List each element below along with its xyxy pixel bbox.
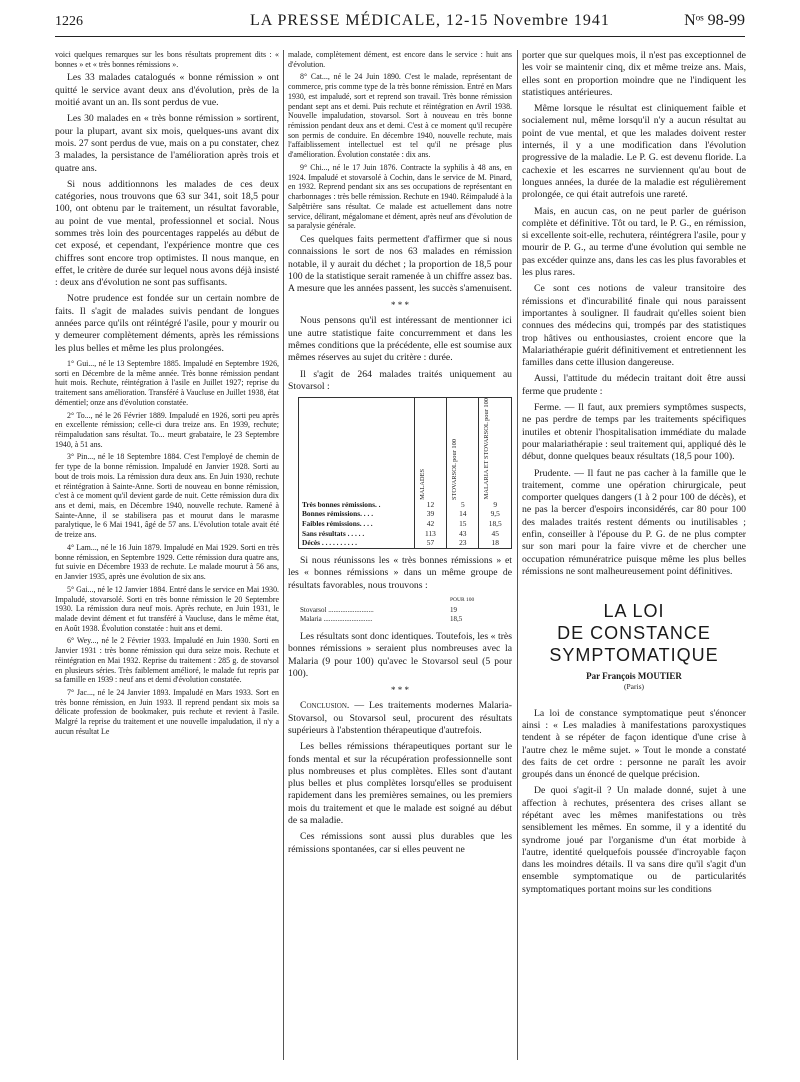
conclusion-label: Conclusion. [300, 700, 350, 712]
column-divider [283, 50, 284, 1060]
paragraph: Ces rémissions sont aussi plus durables que les rémissions spontanées, car si elles peuvent ne [288, 831, 512, 855]
conclusion-paragraph: Conclusion. — Les traitements modernes Malaria-Stovarsol, ou Stovarsol seul, procurent des résultats supérieurs à l'abstention thérapeutique d'autrefois. [288, 700, 512, 736]
column-1 [55, 50, 279, 740]
paragraph: Ces quelques faits permettent d'affirmer que si nous connaissions le sort de nos 63 malades en rémission notable, il y aurait du déchet ; la proportion de 18,5 pour 100 de la statistique serait ramenée à un chiffre assez bas. A mesure que les années passent, les succès s'amenuisent. [288, 233, 512, 295]
table-row: Très bonnes rémissions. . 12 5 9 [299, 500, 512, 510]
article-location: (Paris) [624, 681, 644, 691]
section-separator: * * * [391, 300, 409, 311]
table-row: Sans résultats . . . . . 113 43 45 [299, 529, 512, 539]
case-paragraph: 6° Wey..., né le 2 Février 1933. Impaludé en Juin 1930. Sorti en Janvier 1931 : très bonne rémission qui dura seize mois. Rechute et réintégration en Mai 1932. Reprise du traitement : 285 g. de stovarsol en plusieurs séries. Très faiblement amélioré, le malade fut repris par sa famille en 1939 : neuf ans et demi d'évolution constatée. [55, 636, 279, 685]
article-author: Par François MOUTIER [586, 671, 682, 682]
case-paragraph: 8° Cat..., né le 24 Juin 1890. C'est le malade, représentant de commerce, pris comme type de la très bonne rémission. Entré en Mars 1930, est impaludé, sort et reprend son travail. Très bonne rémission pendant sept ans et demi. Puis rechute et réintégration en Avril 1938. Nouvelle impaludation, stovarsol. Sort à nouveau en très bonne rémission pendant deux ans et demi. C'est à ce moment qu'il recupère son permis de conduire. En décembre 1940, nouvelle rechute, mais l'affaiblissement intellectuel est tel qu'il ne présage plus d'amélioration. Évolution constatée : dix ans. [288, 72, 512, 160]
paragraph: Notre prudence est fondée sur un certain nombre de faits. Il s'agit de malades suivis pendant de longues années parce qu'ils ont réintégré l'asile, pour y mourir ou y demeurer complètement déments, après les rémissions les plus belles et même les plus prolongées. [55, 293, 279, 354]
paragraph: Si nous additionnons les malades de ces deux catégories, nous trouvons que 63 sur 341, soit 18,5 pour 100, ont obtenu par le traitement, un résultat favorable, au point de vue mental, professionnel et social. Nous sommes très loin des pourcentages rappelés au début de cet exposé, et cependant, l'expérience montre que ces chiffres sont encore trop optimistes. Il nous manque, en effet, le critère de durée sur lequel nous avons déjà insisté : deux ans d'évolution ne sont pas suffisants. [55, 178, 279, 289]
large-text-block [522, 50, 746, 578]
large-text-block [55, 72, 279, 355]
paragraph: voici quelques remarques sur les bons résultats proprement dits : « bonnes » et « très bonnes rémissions ». [55, 50, 279, 69]
paragraph: Les belles rémissions thérapeutiques portant sur le fonds mental et sur la récupération professionnelle sont plus nombreuses et plus complètes. Elles sont d'autant plus belles et plus complètes lorsqu'elles se produisent rapidement dans les premières semaines, ou les premiers mois du traitement et que le malade est soigné au début de sa maladie. [288, 741, 512, 827]
table-row: Stovarsol .......................... 19 [300, 605, 457, 614]
article-title: LA LOI DE CONSTANCE SYMPTOMATIQUE [549, 601, 719, 666]
table-row: Décès . . . . . . . . . . 57 23 18 [299, 538, 512, 548]
page-header [55, 8, 745, 37]
case-paragraph: 5° Gai..., né le 12 Janvier 1884. Entré dans le service en Mai 1930. Impaludé, stovarsolé. Sorti en très bonne rémission le 20 Septembre 1930. La rémission dura neuf mois. Après rechute, en Juin 1931, le malade devint dément et fut transféré à Vaucluse, dans le même état, en Août 1938. Évolution constatée : huit ans et demi. [55, 584, 279, 633]
paragraph: La loi de constance symptomatique peut s'énoncer ainsi : « Les maladies à manifestations paroxystiques tendent à se répéter de façon identique d'une crise à l'autre chez le même sujet. » Tout le monde a constaté des faits de cet ordre : personne ne paraît les avoir groupés dans un énoncé de quelque précision. [522, 707, 746, 781]
paragraph: Aussi, l'attitude du médecin traitant doit être aussi ferme que prudente : [522, 373, 746, 397]
page-number: 1226 [55, 14, 83, 29]
paragraph: De quoi s'agit-il ? Un malade donné, sujet à une affection à rechutes, présentera des crises allant se répétant avec les mêmes manifestations ou très sensiblement les mêmes. En somme, il y a identité du syndrome joué par l'organisme d'un état morbide à l'autre, identité quelquefois poussée d'incroyable façon dans les moindres détails. Il va sans dire qu'il s'agit d'un ensemble symptomatique ou de particularités symptomatiques portant moins sur les conditions [522, 785, 746, 895]
column-2 [288, 50, 512, 860]
paragraph: Nous pensons qu'il est intéressant de mentionner ici une autre statistique faite concurremment et dans les mêmes conditions que la précédente, elle est soumise aux mêmes réserves au sujet du critère : durée. [288, 315, 512, 364]
paragraph: Ce sont ces notions de valeur transitoire des rémissions et d'incurabilité finale qui nous paraissent importantes à souligner. Il faudrait qu'elles soient bien connues des médecins qui, trompés par des statistiques trop hâtives ou enthousiastes, croient encore que la Malariathérapie guérit définitivement et entretiennent les familles dans cette illusion dangereuse. [522, 283, 746, 369]
paragraph: Les 30 malades en « très bonne rémission » sortirent, pour la plupart, avant six mois, quelques-uns avant dix mois. 27 sont perdus de vue, mais on a pu constater, chez 3 malades, la persistance de l'amélioration après trois et quatre ans. [55, 113, 279, 174]
paragraph: Même lorsque le résultat est cliniquement faible et socialement nul, même lorsqu'il n'y a aucun résultat au point de vue mental, et que les malades doivent rester internés, il y a une modification dans l'évolution progressive de la maladie. Le P. G. est devenu floride. La cachexie et les escarres ne surviennent qu'au bout de longues années, la durée de la maladie est régulièrement prolongée, ce qui était autrefois une rareté. [522, 103, 746, 201]
column-header: STOVARSOL pour 100 [451, 438, 459, 500]
paragraph: Les résultats sont donc identiques. Toutefois, les « très bonnes rémissions » seraient plus nombreuses avec la Malaria (9 pour 100) qu'avec le Stovarsol seul (5 pour 100). [288, 631, 512, 680]
case-paragraph: 2° To..., né le 26 Février 1889. Impaludé en 1926, sorti peu après en excellente rémission; celle-ci dura treize ans. En 1939, rechute; réimpaludation sans résultat. To... meurt grabataire, le 23 Septembre 1940, à 51 ans. [55, 410, 279, 449]
large-text-block [288, 315, 512, 393]
large-text-block [522, 708, 746, 896]
statistics-table [298, 397, 512, 549]
case-paragraph: 4° Lam..., né le 16 Juin 1879. Impaludé en Mai 1929. Sorti en très bonne rémission, en Septembre 1929. Cette rémission dura quatre ans, fut suivie en Décembre 1933 de rechute. Le malade mourut à 56 ans, en Janvier 1935, après une évolution de six ans. [55, 542, 279, 582]
paragraph: Il s'agit de 264 malades traités uniquement au Stovarsol : [288, 368, 512, 392]
paragraph: Si nous réunissons les « très bonnes rémissions » et les « bonnes rémissions » dans un même groupe de résultats favorables, nous trouvons : [288, 555, 512, 591]
paragraph: Ferme. — Il faut, aux premiers symptômes suspects, ne pas perdre de temps par les traitements spécifiques inutiles et obtenir l'hospitalisation immédiate du malade pour malariathérapie : seul traitement qui, appliqué dès le début, donne quelques beaux résultats (18,5 pour 100). [522, 402, 746, 463]
paragraph: malade, complètement dément, est encore dans le service : huit ans d'évolution. [288, 50, 512, 69]
table-row: Bonnes rémissions. . . . 39 14 9,5 [299, 509, 512, 519]
table-row: Faibles rémissions. . . . 42 15 18,5 [299, 519, 512, 529]
paragraph: Prudente. — Il faut ne pas cacher à la famille que le traitement, comme une opération chirurgicale, peut comporter quelques dangers (1 à 2 pour 100 de décès), et ne pas la bercer d'espoirs inconsidérés, car 80 pour 100 des malades traités restent déments ou inutilisables ; enfin, conseiller à l'épouse du P. G. de ne plus compter sur son mari pour la faire vivre et de chercher une occupation rémunératrice puisque même les plus belles rémissions ne sont malheureusement point définitives. [522, 467, 746, 577]
column-header: MALADES [418, 468, 426, 500]
column-divider [517, 50, 518, 1060]
case-paragraph: 7° Jac..., né le 24 Janvier 1893. Impaludé en Mars 1933. Sort en très bonne rémission, en Juin 1933. Il reprend pendant six mois sa délicate profession de bookmaker, puis rechute et revient à l'asile. Malgré la reprise du traitement et une nouvelle impaludation, il n'y a aucun résultat Le [55, 687, 279, 736]
issue-number: Nᵒˢ 98-99 [684, 12, 745, 29]
table-row: Malaria ............................ 18,5 [300, 615, 463, 624]
paragraph: porter que sur quelques mois, il n'est pas exceptionnel de les voir se maintenir cinq, dix et même treize ans. Mais, elles sont en proportion moindre que ne l'indiquent les statistiques antérieures. [522, 50, 746, 98]
summary-table [300, 596, 512, 625]
large-text-block [288, 631, 512, 680]
section-separator: * * * [391, 685, 409, 696]
column-3 [522, 50, 746, 900]
unit-label: POUR 100 [450, 597, 475, 603]
table-header-row [299, 398, 512, 500]
case-paragraph: 3° Pin..., né le 18 Septembre 1884. C'est l'employé de chemin de fer type de la bonne rémission. Impaludé en Janvier 1928. Sorti au bout de trois mois. La rémission dura deux ans. En Juin 1930, rechute et réintégration à Sainte-Anne. Sorti de nouveau en bonne rémission, c'est à ce moment qu'il devient garde de nuit. Cette rémission dura dix ans et demi, mais, en Décembre 1940, nouvelle rechute. Ramené à Sainte-Anne, il se stabilisera pas et mourut dans le marasme paralytique, le 6 Mai 1941, âgé de 57 ans. L'évolution totale avait été de treize ans. [55, 452, 279, 540]
journal-title: LA PRESSE MÉDICALE, 12-15 Novembre 1941 [250, 12, 610, 29]
large-text-block [288, 555, 512, 592]
case-paragraph: 1° Gui..., né le 13 Septembre 1885. Impaludé en Septembre 1926, sorti en Décembre de la même année. Très bonne rémission pendant huit mois. Rechute, réintégration à l'asile en Juillet 1927; reprise du traitement sans amélioration. Transféré à Vaucluse en Juillet 1938, état démentiel; onze ans d'évolution constatée. [55, 358, 279, 407]
paragraph: Mais, en aucun cas, on ne peut parler de guérison complète et définitive. Tôt ou tard, le P. G., en rémission, si excellente soit-elle, rechutera, réintégrera l'asile, pour y mourir de P. G., au terme d'une évolution qui semble ne pas excéder quinze ans, dans les cas les plus favorables et les plus rares. [522, 205, 746, 279]
large-text-block [288, 234, 512, 295]
paragraph: Les 33 malades catalogués « bonne rémission » ont quitté le service avant deux ans d'évolution, près de la moitié avant un an. Ils sont perdus de vue. [55, 72, 279, 109]
case-paragraph: 9° Chi..., né le 17 Juin 1876. Contracte la syphilis à 48 ans, en 1924. Impaludé et stovarsolé à Cochin, dans le service de M. Pinard, en 1932. Reprend pendant six ans ses occupations de représentant en charbonnages : très belle rémission. Rechute en 1940. Réimpaludé à la Salpêtrière sans résultat. Ce malade est actuellement dans notre service, délirant, mégalomane et dément, après neuf ans d'évolution de sa paralysie générale. [288, 162, 512, 231]
column-header: MALARIA ET STOVARSOL pour 100 [483, 398, 491, 500]
large-text-block [288, 700, 512, 856]
